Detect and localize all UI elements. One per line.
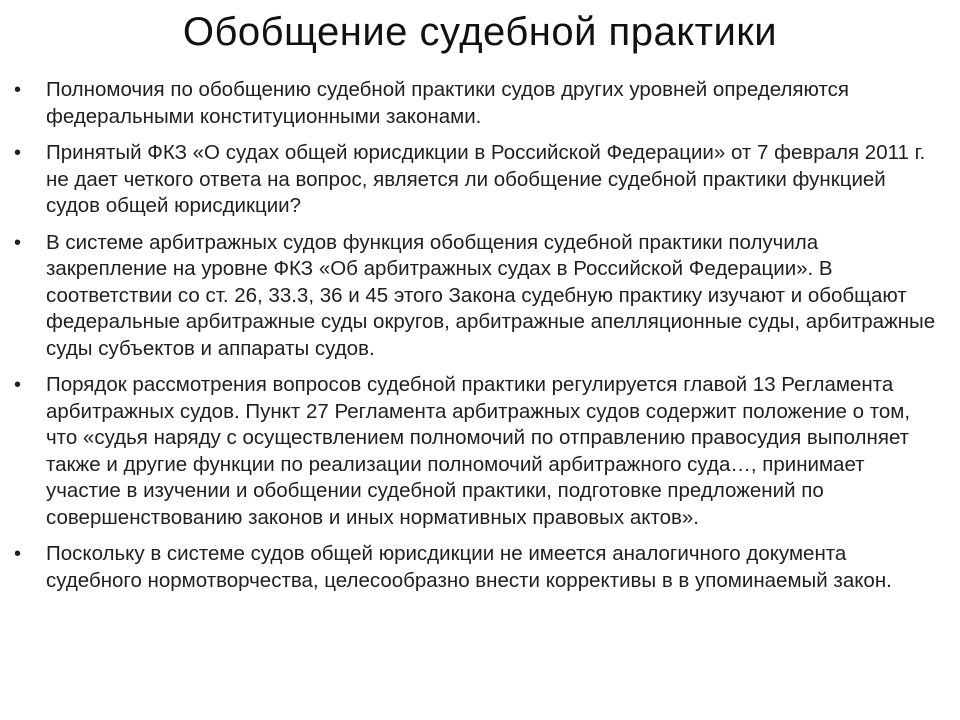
bullet-text: В системе арбитражных судов функция обобщения судебной практики получила закрепление на уровне ФКЗ «Об арбитражных судах в Российской Федерации». В соответствии со ст. 26, 33.3, 36 и 45 этого Закона судебную практику изучают и обобщают федеральные арбитражные суды округов, арбитражные апелляционные суды, арбитражные суды субъектов и аппараты судов. xyxy=(46,230,936,360)
bullet-text: Порядок рассмотрения вопросов судебной практики регулируется главой 13 Регламента арбитражных судов. Пункт 27 Регламента арбитражных судов содержит положение о том, что «судья наряду с осуществлением полномочий по отправлению правосудия выполняет также и другие функции по реализации полномочий арбитражного суда…, принимает участие в изучении и обобщении судебной практики, подготовке предложений по совершенствованию законов и иных нормативных правовых актов». xyxy=(46,373,911,529)
bullet-item-4 xyxy=(14,372,944,531)
bullet-icon: • xyxy=(14,543,22,565)
bullet-icon: • xyxy=(14,79,22,101)
bullet-icon: • xyxy=(14,231,22,254)
bullet-item-2 xyxy=(14,140,944,220)
bullet-text: Полномочия по обобщению судебной практики судов других уровней определяются федеральными конституционными законами. xyxy=(46,78,849,128)
bullet-item-5 xyxy=(14,541,944,594)
bullet-text: Принятый ФКЗ «О судах общей юрисдикции в Российской Федерации» от 7 февраля 2011 г. не дает четкого ответа на вопрос, является ли обобщение судебной практики функцией судов общей юрисдикции? xyxy=(46,141,926,217)
bullet-item-3 xyxy=(14,230,944,363)
bullet-icon: • xyxy=(14,374,22,396)
bullet-item-1 xyxy=(14,77,944,130)
slide-title: Обобщение судебной практики xyxy=(182,10,778,54)
bullet-list xyxy=(14,77,944,604)
bullet-text: Поскольку в системе судов общей юрисдикции не имеется аналогичного документа судебного нормотворчества, целесообразно внести коррективы в в упоминаемый закон. xyxy=(46,542,892,592)
bullet-icon: • xyxy=(14,142,22,164)
